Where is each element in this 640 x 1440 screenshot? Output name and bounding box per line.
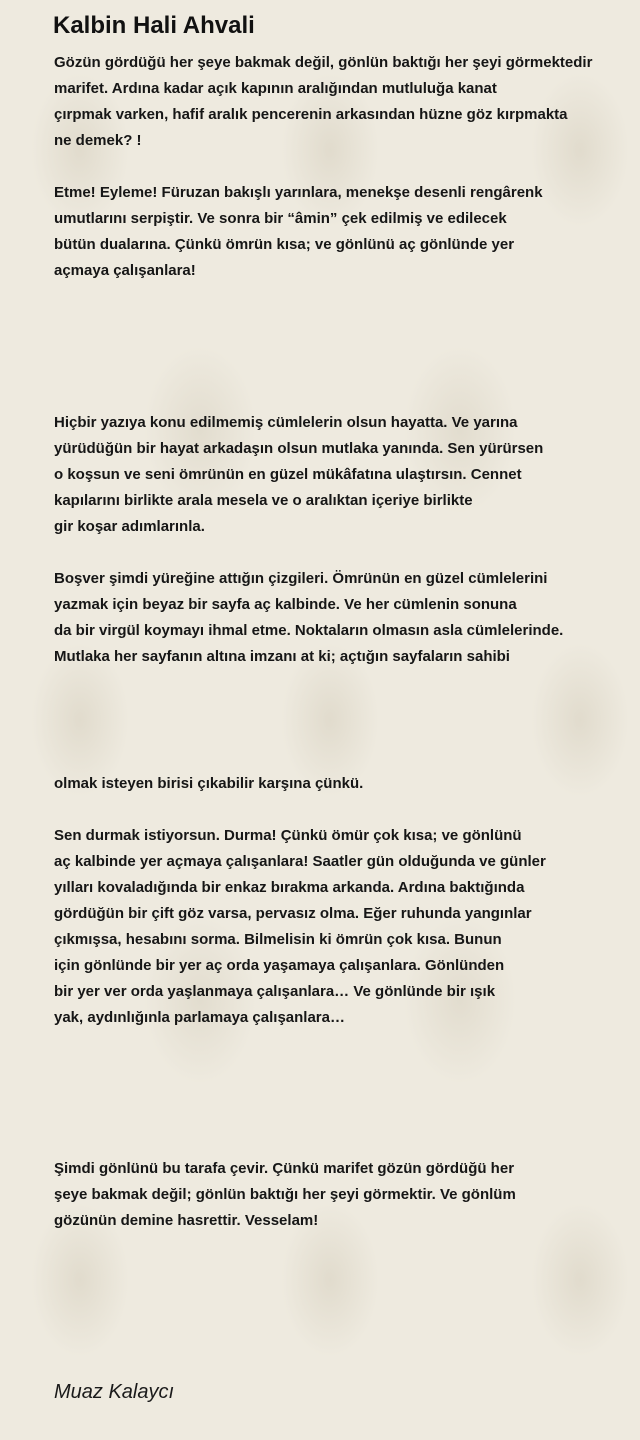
poem-line: şeye bakmak değil; gönlün baktığı her şeyi görmektir. Ve gönlüm	[54, 1186, 516, 1203]
poem-line: olmak isteyen birisi çıkabilir karşına çünkü.	[54, 775, 364, 792]
poem-line: ne demek? !	[54, 132, 142, 149]
poem-paragraph-7	[54, 1156, 516, 1234]
poem-paragraph-6	[54, 823, 546, 1031]
poem-paragraph-3	[54, 410, 543, 540]
poem-line: kapılarını birlikte arala mesela ve o aralıktan içeriye birlikte	[54, 492, 473, 509]
poem-line: Etme! Eyleme! Füruzan bakışlı yarınlara, menekşe desenli rengârenk	[54, 184, 543, 201]
poem-line: da bir virgül koymayı ihmal etme. Noktaların olmasın asla cümlelerinde.	[54, 622, 564, 639]
poem-line: o koşsun ve seni ömrünün en güzel mükâfatına ulaştırsın. Cennet	[54, 466, 522, 483]
poem-line: marifet. Ardına kadar açık kapının aralığından mutluluğa kanat	[54, 80, 497, 97]
poem-line: aç kalbinde yer açmaya çalışanlara! Saatler gün olduğunda ve günler	[54, 853, 546, 870]
poem-line: Şimdi gönlünü bu tarafa çevir. Çünkü marifet gözün gördüğü her	[54, 1160, 515, 1177]
poem-line: yak, aydınlığınla parlamaya çalışanlara…	[54, 1009, 345, 1026]
poem-line: yılları kovaladığında bir enkaz bırakma arkanda. Ardına baktığında	[54, 879, 525, 896]
poem-line: gir koşar adımlarınla.	[54, 518, 205, 535]
poem-line: Boşver şimdi yüreğine attığın çizgileri. Ömrünün en güzel cümlelerini	[54, 570, 548, 587]
poem-author: Muaz Kalaycı	[54, 1381, 175, 1403]
poem-line: açmaya çalışanlara!	[54, 262, 196, 279]
poem-line: için gönlünde bir yer aç orda yaşamaya çalışanlara. Gönlünden	[54, 957, 505, 974]
poem-line: Gözün gördüğü her şeye bakmak değil, gönlün baktığı her şeyi görmektedir	[54, 54, 593, 71]
poem-line: çıkmışsa, hesabını sorma. Bilmelisin ki ömrün çok kısa. Bunun	[54, 931, 502, 948]
poem-line: bir yer ver orda yaşlanmaya çalışanlara… Ve gönlünde bir ışık	[54, 983, 496, 1000]
poem-line: gördüğün bir çift göz varsa, pervasız olma. Eğer ruhunda yangınlar	[54, 905, 532, 922]
poem-line: çırpmak varken, hafif aralık pencerenin arkasından hüzne göz kırpmakta	[54, 106, 568, 123]
poem-line: Mutlaka her sayfanın altına imzanı at ki; açtığın sayfaların sahibi	[54, 648, 510, 665]
poem-line: Sen durmak istiyorsun. Durma! Çünkü ömür çok kısa; ve gönlünü	[54, 827, 522, 844]
poem-line: yazmak için beyaz bir sayfa aç kalbinde. Ve her cümlenin sonuna	[54, 596, 517, 613]
poem-paragraph-4	[54, 566, 563, 670]
poem-paragraph-5	[54, 771, 363, 797]
poem-title: Kalbin Hali Ahvali	[53, 12, 255, 39]
poem-paragraph-1	[54, 50, 592, 154]
poem-line: bütün dualarına. Çünkü ömrün kısa; ve gönlünü aç gönlünde yer	[54, 236, 515, 253]
poem-paragraph-2	[54, 180, 543, 284]
poem-line: yürüdüğün bir hayat arkadaşın olsun mutlaka yanında. Sen yürürsen	[54, 440, 544, 457]
poem-line: Hiçbir yazıya konu edilmemiş cümlelerin olsun hayatta. Ve yarına	[54, 414, 518, 431]
poem-line: gözünün demine hasrettir. Vesselam!	[54, 1212, 319, 1229]
poem-line: umutlarını serpiştir. Ve sonra bir “âmin” çek edilmiş ve edilecek	[54, 210, 507, 227]
